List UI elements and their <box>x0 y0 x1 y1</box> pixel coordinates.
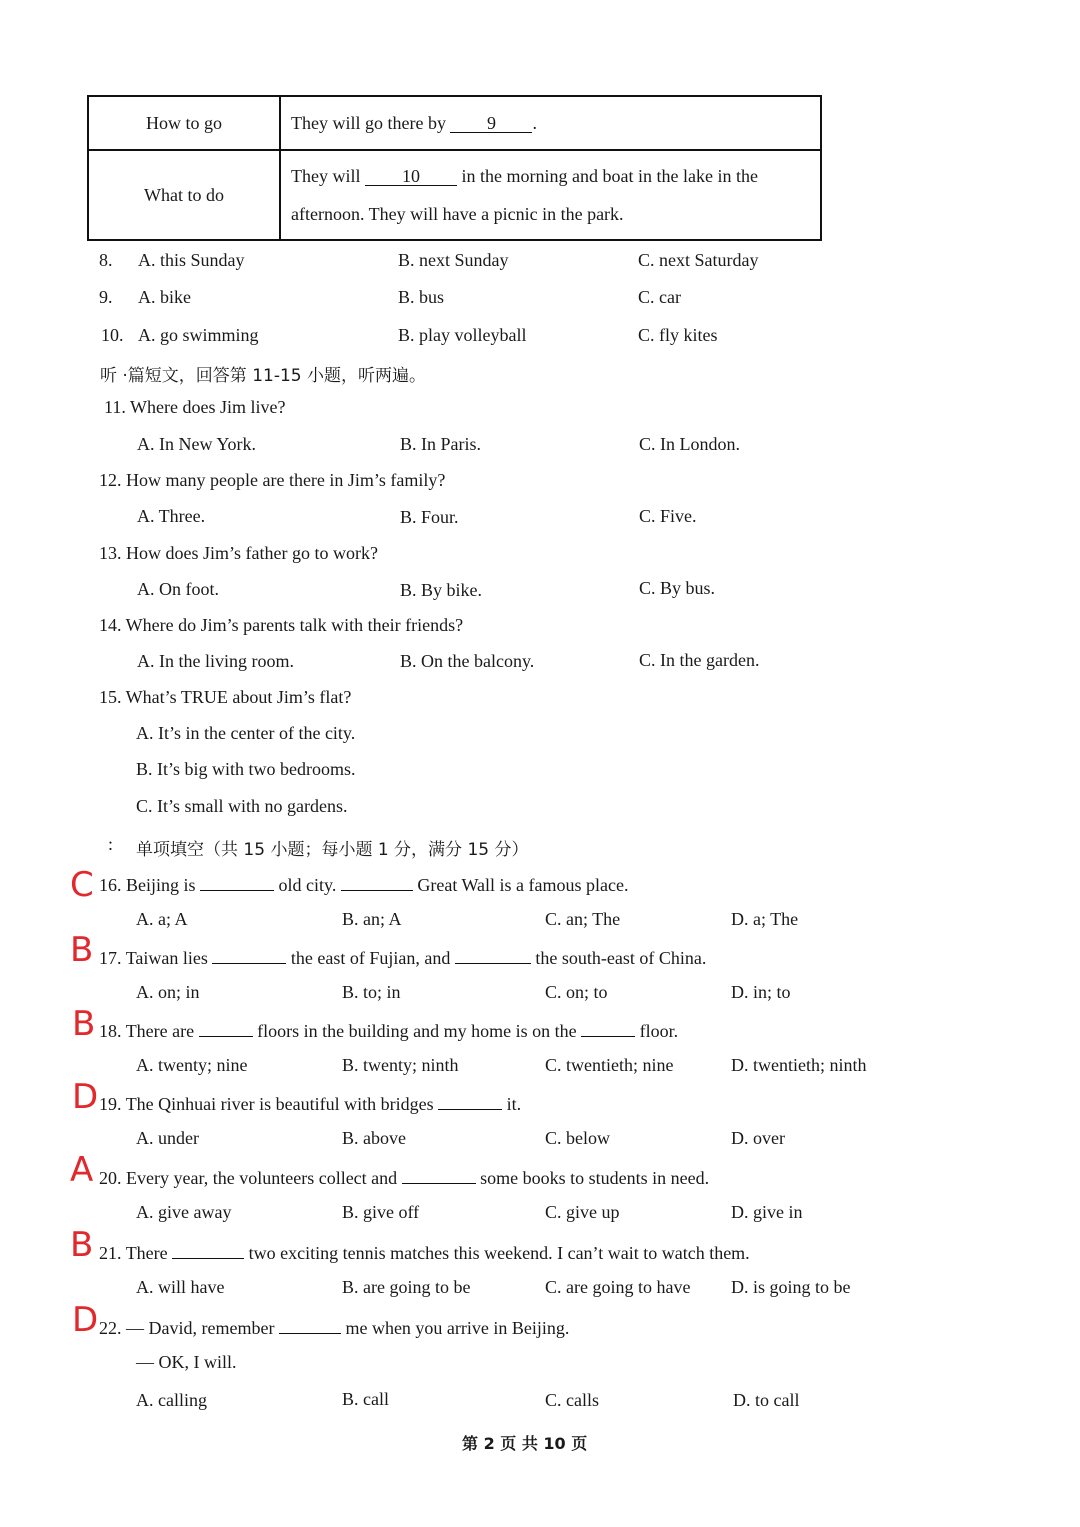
answer-blank <box>581 1018 635 1037</box>
option-c: C. an; The <box>545 909 621 929</box>
option-a: A. In the living room. <box>137 651 294 671</box>
option-a: A. On foot. <box>137 579 219 599</box>
table-label-what: What to do <box>88 150 280 240</box>
option-b: B. above <box>342 1128 406 1148</box>
answer-blank: 9 <box>450 114 532 133</box>
question-number: 9. <box>99 287 113 307</box>
option-c: C. In London. <box>639 434 740 454</box>
question-line <box>99 1018 678 1042</box>
option-a: A. will have <box>136 1277 225 1297</box>
option-a: A. It’s in the center of the city. <box>136 723 356 743</box>
option-b: B. twenty; ninth <box>342 1055 459 1075</box>
question-number: 8. <box>99 250 113 270</box>
question-number: 22. <box>99 1318 122 1338</box>
option-a: A. on; in <box>136 982 200 1002</box>
option-a: A. under <box>136 1128 199 1148</box>
option-a: A. a; A <box>136 909 188 929</box>
table-cell-what <box>280 150 821 240</box>
option-c: C. on; to <box>545 982 608 1002</box>
question-line <box>99 945 706 969</box>
question-number: 18. <box>99 1021 122 1041</box>
answer-blank <box>455 945 531 964</box>
question-text: the south-east of China. <box>535 948 707 968</box>
handwritten-answer: B <box>70 1225 94 1265</box>
handwritten-answer: A <box>70 1150 94 1190</box>
option-a: A. In New York. <box>137 434 257 454</box>
question-text: floors in the building and my home is on the <box>257 1021 577 1041</box>
question-line <box>99 872 628 896</box>
question-text: 11. Where does Jim live? <box>104 397 286 417</box>
question-text: 14. Where do Jim’s parents talk with their friends? <box>99 615 464 635</box>
option-b: B. an; A <box>342 909 402 929</box>
option-b: B. next Sunday <box>398 250 509 270</box>
option-d: D. twentieth; ninth <box>731 1055 867 1075</box>
table-cell-how <box>280 96 821 150</box>
section-fill-heading: 单项填空（共 15 小题；每小题 1 分，满分 15 分） <box>136 840 529 860</box>
table-text: . <box>532 112 537 133</box>
option-a: A. bike <box>138 287 191 307</box>
question-line <box>99 1315 569 1339</box>
option-b: B. It’s big with two bedrooms. <box>136 759 356 779</box>
option-a: A. this Sunday <box>138 250 245 270</box>
question-number: 17. <box>99 948 122 968</box>
answer-blank: 10 <box>365 167 457 186</box>
handwritten-answer: B <box>72 1004 96 1044</box>
question-text: some books to students in need. <box>480 1168 710 1188</box>
option-a: A. calling <box>136 1390 207 1410</box>
option-b: B. call <box>342 1389 389 1409</box>
answer-blank <box>200 872 274 891</box>
question-line <box>99 1240 750 1264</box>
option-c: C. next Saturday <box>638 250 759 270</box>
option-a: A. Three. <box>137 506 206 526</box>
question-text: Taiwan lies <box>125 948 208 968</box>
question-number: 20. <box>99 1168 122 1188</box>
option-c: C. It’s small with no gardens. <box>136 796 348 816</box>
question-text: — David, remember <box>126 1318 275 1338</box>
table-text: afternoon. They will have a picnic in the park. <box>291 204 624 224</box>
option-d: D. give in <box>731 1202 803 1222</box>
option-c: C. are going to have <box>545 1277 691 1297</box>
option-c: C. calls <box>545 1390 599 1410</box>
section-listen-heading: 听 ·篇短文，回答第 11-15 小题，听两遍。 <box>100 366 427 386</box>
question-text: 12. How many people are there in Jim’s family? <box>99 470 446 490</box>
option-c: C. car <box>638 287 681 307</box>
question-text: old city. <box>278 875 337 895</box>
question-line <box>99 1091 521 1115</box>
answer-blank <box>341 872 413 891</box>
option-b: B. On the balcony. <box>400 651 535 671</box>
option-a: A. go swimming <box>138 325 259 345</box>
option-c: C. By bus. <box>639 578 716 598</box>
question-text: 13. How does Jim’s father go to work? <box>99 543 378 563</box>
handwritten-answer: C <box>70 865 94 905</box>
table-text: in the morning and boat in the lake in the <box>461 166 758 186</box>
option-d: D. over <box>731 1128 785 1148</box>
section-number: : <box>108 834 114 854</box>
question-text: The Qinhuai river is beautiful with bridges <box>125 1094 434 1114</box>
question-text: floor. <box>639 1021 679 1041</box>
option-d: D. is going to be <box>731 1277 851 1297</box>
question-text: 15. What’s TRUE about Jim’s flat? <box>99 687 352 707</box>
option-d: D. a; The <box>731 909 799 929</box>
option-c: C. Five. <box>639 506 697 526</box>
option-b: B. give off <box>342 1202 420 1222</box>
option-b: B. By bike. <box>400 580 483 600</box>
option-a: A. twenty; nine <box>136 1055 248 1075</box>
option-a: A. give away <box>136 1202 232 1222</box>
question-line <box>99 1165 709 1189</box>
answer-blank <box>279 1315 341 1334</box>
option-b: B. bus <box>398 287 445 307</box>
option-c: C. give up <box>545 1202 620 1222</box>
option-b: B. Four. <box>400 507 459 527</box>
handwritten-answer: B <box>70 930 94 970</box>
handwritten-answer: D <box>72 1300 99 1340</box>
answer-blank <box>402 1165 476 1184</box>
question-text: Great Wall is a famous place. <box>417 875 629 895</box>
dialogue-reply: — OK, I will. <box>136 1352 237 1372</box>
page-footer: 第 2 页 共 10 页 <box>462 1434 588 1453</box>
question-text: There <box>125 1243 168 1263</box>
question-text: two exciting tennis matches this weekend. I can’t wait to watch them. <box>248 1243 750 1263</box>
question-number: 19. <box>99 1094 122 1114</box>
option-c: C. twentieth; nine <box>545 1055 674 1075</box>
option-b: B. are going to be <box>342 1277 471 1297</box>
table-text: They will <box>291 166 361 186</box>
option-c: C. In the garden. <box>639 650 760 670</box>
question-number: 21. <box>99 1243 122 1263</box>
option-d: D. to call <box>733 1390 800 1410</box>
question-text: it. <box>506 1094 522 1114</box>
option-c: C. below <box>545 1128 610 1148</box>
option-b: B. play volleyball <box>398 325 527 345</box>
info-table <box>87 95 822 241</box>
table-text: They will go there by <box>291 112 446 133</box>
option-b: B. to; in <box>342 982 401 1002</box>
option-b: B. In Paris. <box>400 434 481 454</box>
question-text: There are <box>125 1021 195 1041</box>
answer-blank <box>199 1018 253 1037</box>
handwritten-answer: D <box>72 1077 99 1117</box>
answer-blank <box>438 1091 502 1110</box>
option-c: C. fly kites <box>638 325 718 345</box>
question-text: Every year, the volunteers collect and <box>126 1168 398 1188</box>
table-label-how: How to go <box>88 96 280 150</box>
question-number: 16. <box>99 875 122 895</box>
question-text: me when you arrive in Beijing. <box>345 1318 570 1338</box>
question-text: the east of Fujian, and <box>290 948 451 968</box>
answer-blank <box>212 945 286 964</box>
question-number: 10. <box>101 325 124 345</box>
option-d: D. in; to <box>731 982 791 1002</box>
question-text: Beijing is <box>126 875 196 895</box>
answer-blank <box>172 1240 244 1259</box>
